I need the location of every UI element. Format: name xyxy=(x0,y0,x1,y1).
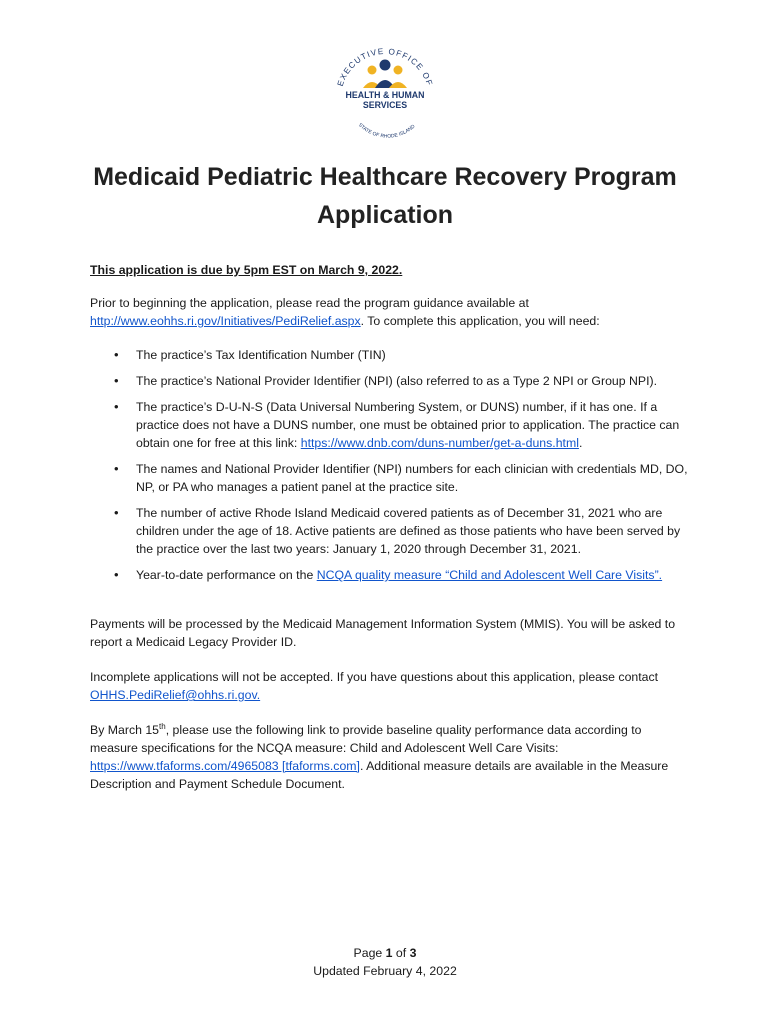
logo-figure-right xyxy=(394,66,403,75)
march-end: . Additional measure details are available in the Measure Description and Payment Schedule Document. xyxy=(90,759,669,791)
page-label: Page xyxy=(353,946,386,960)
duns-link[interactable]: https://www.dnb.com/duns-number/get-a-duns.html xyxy=(300,436,579,450)
guidance-link[interactable]: http://www.eohhs.ri.gov/Initiatives/PediRelief.aspx xyxy=(90,314,361,328)
logo-line2: SERVICES xyxy=(362,100,408,110)
list-item-npi: • The practice’s National Provider Identifier (NPI) (also referred to as a Type 2 NPI or Group NPI). xyxy=(90,372,690,390)
logo-figure-center xyxy=(380,60,391,71)
incomplete-text: Incomplete applications will not be accepted. If you have questions about this application, please contact xyxy=(90,670,659,684)
ytd-text: Year-to-date performance on the xyxy=(136,568,317,582)
page-of: of xyxy=(392,946,410,960)
march-sup: th xyxy=(159,721,166,731)
list-item-clinicians: • The names and National Provider Identifier (NPI) numbers for each clinician with credentials MD, DO, NP, or PA who manages a patient panel at the practice site. xyxy=(90,460,690,496)
page-total: 3 xyxy=(409,946,417,960)
logo-line1: HEALTH & HUMAN xyxy=(345,90,425,100)
list-item-patients: • The number of active Rhode Island Medicaid covered patients as of December 31, 2021 who are children under the age of 18. Active patients are defined as those patients who have been served by the practice over the last two years: January 1, 2020 through December 31, 2021. xyxy=(90,504,690,558)
list-item-ytd xyxy=(90,566,690,584)
page-title xyxy=(60,158,710,234)
contact-email-link[interactable]: OHHS.PediRelief@ohhs.ri.gov. xyxy=(90,688,261,702)
title-line2: Application xyxy=(316,201,454,229)
intro-before: Prior to beginning the application, please read the program guidance available at xyxy=(90,296,529,310)
march-paragraph xyxy=(90,721,690,793)
requirements-list xyxy=(90,346,690,592)
eohhs-logo xyxy=(325,36,445,146)
page-number xyxy=(0,944,770,962)
logo-arc-text: EXECUTIVE OFFICE OF xyxy=(335,46,435,88)
due-notice: This application is due by 5pm EST on March 9, 2022. xyxy=(90,263,403,277)
logo-figure-left xyxy=(368,66,377,75)
incomplete-paragraph xyxy=(90,668,690,704)
duns-text: The practice’s D-U-N-S (Data Universal Numbering System, or DUNS) number, if it has one. If a practice does not have a DUNS number, one must be obtained prior to application. The practice can obtain one for free at this link: xyxy=(136,400,680,450)
updated-date: Updated February 4, 2022 xyxy=(313,964,457,978)
logo-state-text: STATE OF RHODE ISLAND xyxy=(356,122,417,140)
page-current: 1 xyxy=(385,946,393,960)
title-line1: Medicaid Pediatric Healthcare Recovery Program xyxy=(93,163,677,191)
duns-end: . xyxy=(578,436,583,450)
page-footer xyxy=(0,944,770,980)
intro-after: . To complete this application, you will need: xyxy=(360,314,600,328)
tfaforms-link[interactable]: https://www.tfaforms.com/4965083 [tfaforms.com] xyxy=(90,759,360,773)
payments-paragraph: Payments will be processed by the Medicaid Management Information System (MMIS). You will be asked to report a Medicaid Legacy Provider ID. xyxy=(90,617,676,649)
list-item-duns xyxy=(90,398,690,452)
ncqa-measure-link[interactable]: NCQA quality measure “Child and Adolescent Well Care Visits”. xyxy=(316,568,663,582)
intro-paragraph xyxy=(90,294,690,330)
list-item-tin: • The practice’s Tax Identification Number (TIN) xyxy=(90,346,690,364)
march-start: By March 15 xyxy=(90,723,160,737)
march-text: , please use the following link to provide baseline quality performance data according to measure specifications for the NCQA measure: Child and Adolescent Well Care Visits: xyxy=(90,723,642,755)
